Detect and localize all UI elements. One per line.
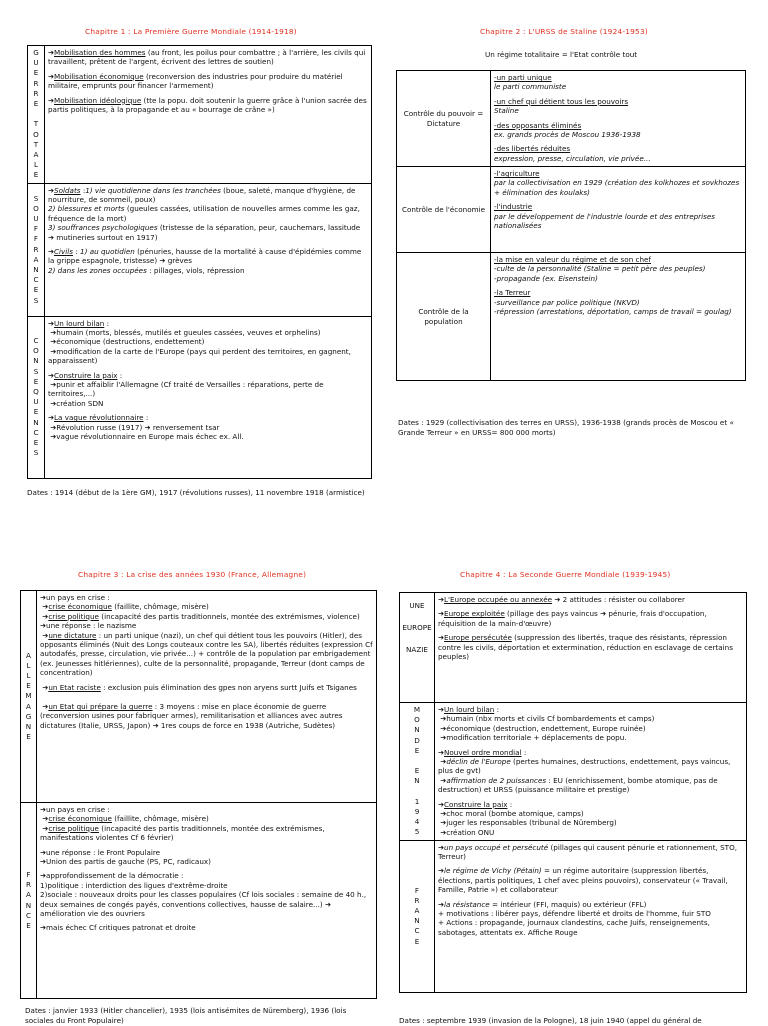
label-letter: O (33, 346, 39, 356)
ch4-europe-nazie-content (435, 593, 747, 703)
label-letter: A (26, 701, 31, 711)
civils-1b: (pénuries, hausse de la mortalité à cause d'épidémies comme la grippe espagnole, tristesse) ➔ grèves (48, 247, 362, 266)
label-letter: U (33, 213, 39, 223)
europe-text: ➔ 2 attitudes : résister ou collaborer (552, 595, 685, 604)
label-letter: U (33, 397, 39, 407)
europe-item: ➔L'Europe occupée ou annexée ➔ 2 attitudes : résister ou collaborer (438, 595, 685, 604)
ch1-guerre-totale-label (28, 46, 45, 184)
label-letter: E (26, 681, 31, 691)
label-letter: U (33, 58, 39, 68)
ch3-dates: Dates : janvier 1933 (Hitler chancelier), 1935 (lois antisémites de Nüremberg), 1936 (lois sociales du Front Populaire) (25, 1006, 347, 1025)
label-letter: 5 (414, 827, 420, 837)
crise-item: ➔crise économique (faillite, chômage, misère) (40, 602, 209, 612)
ch1-consequences-content: ➔Un lourd bilan : ➔humain (morts, blessés, mutilés et gueules cassées, veuves et orphelins) ➔économique (destructions, endettement) ➔modification de la carte de l'Europe (pays qui perdent des territoires, en gagnent, apparaissent) ➔Construire la paix : ➔punir et affaiblir l'Allemagne (Cf traité de Versailles : réparations, perte de territoires,...) ➔création SDN ➔La vague révolutionnaire : ➔Révolution russe (1917) ➔ renversement tsar ➔vague révolutionnaire en Europe mais échec ex. All. (45, 316, 372, 478)
ch3-france-content (37, 803, 377, 999)
label-letter: N (25, 900, 32, 910)
ch1-souffrances-label (28, 183, 45, 316)
label-letter: L (33, 160, 38, 170)
label-letter: A (33, 150, 39, 160)
label-letter: O (414, 715, 420, 725)
list-item: ➔création SDN (48, 398, 104, 408)
europe-text: (suppression des libertés, traque des résistants, répression contre les civils, déportation et extermination, réduction en esclavage de certains peuples) (438, 633, 733, 662)
label-letter: T (33, 139, 39, 149)
ch4-europe-nazie-label (400, 593, 435, 703)
mobilisation-item: ➔Mobilisation économique (reconversion des industries pour produire du matériel militaire, emprunts pour financer l'armement) (48, 71, 343, 91)
label-letter: A (26, 890, 31, 900)
ordre-2b: : EU (enrichissement, bombe atomique, pas de destruction) et URSS (puissance militaire et prestige) (438, 775, 718, 795)
list-item: ➔vague révolutionnaire en Europe mais échec ex. All. (48, 432, 244, 442)
c4fr-p1b: (pillages qui causent pénurie et rationnement, STO, Terreur) (438, 842, 738, 862)
soldats-2: 2) blessures et morts (48, 204, 125, 214)
all-dictature: une dictature (48, 630, 97, 640)
fr-union: ➔Union des partis de gauche (PS, PC, radicaux) (40, 857, 211, 867)
label-letter: 9 (414, 807, 420, 817)
ch2-subtitle: Un régime totalitaire = l'Etat contrôle tout (485, 50, 638, 59)
monde-ordre: Nouvel ordre mondial (444, 747, 522, 757)
ch4-france-label (400, 840, 435, 992)
label-letter: E (414, 936, 420, 946)
label-letter: N (25, 722, 32, 731)
label-letter: L (26, 670, 31, 680)
all-raciste: un Etat raciste (48, 682, 101, 692)
ch2-row-content (491, 71, 746, 167)
soldats-heading: Soldats (54, 185, 81, 195)
civils-1: 1) au quotidien (80, 247, 135, 257)
label-letter: T (33, 119, 39, 129)
all-guerre-text: : 3 moyens : mise en place économie de guerre (reconversion usines pour fabriquer armes), remilitarisation et alliances avec autres dictatures (Italie, URSS, Japon) ➔ 1res coups de force en 1938 (Autriche, Sudètes) (40, 702, 343, 730)
mobilisation-text: (au front, les poilus pour combattre ; à l'arrière, les civils qui travaillent, prêtent de l'argent, écrivent des lettres de soutien) (48, 48, 366, 67)
label-letter: O (33, 129, 39, 139)
crise-text: (faillite, chômage, misère) (111, 814, 209, 824)
europe-item: ➔Europe exploitée (pillage des pays vaincus ➔ pénurie, frais d'occupation, réquisition de la main-d'œuvre) (438, 609, 707, 628)
europe-heading: Europe exploitée (444, 609, 505, 619)
mobilisation-heading: Mobilisation économique (54, 71, 144, 81)
label-letter: G (33, 48, 39, 57)
europe-heading: Europe persécutée (444, 633, 512, 643)
ch2-item-text: -propagande (ex. Eisenstein) (494, 273, 598, 283)
label-letter (401, 756, 433, 766)
mobilisation-heading: Mobilisation des hommes (54, 48, 146, 57)
label-letter: R (33, 244, 39, 254)
list-item: ➔punir et affaiblir l'Allemagne (Cf traité de Versailles : réparations, perte de territoires,...) (48, 380, 324, 399)
label-letter: E (33, 99, 39, 109)
ch2-title: Chapitre 2 : L'URSS de Staline (1924-1953) (480, 27, 648, 36)
label-letter: F (26, 869, 31, 879)
fr-crise: ➔un pays en crise : (40, 805, 110, 814)
fr-appro-2: 2)sociale : nouveaux droits pour les classes populaires (Cf lois sociales : semaine de 40 h., deux semaines de congés payés, conventions collectives, hausse de salaire...) ➔ amélioration vie des ouvriers (40, 890, 367, 919)
fr-reponse: ➔une réponse : le Front Populaire (40, 847, 161, 857)
civils-2: 2) dans les zones occupées (48, 265, 147, 275)
fr-echec: ➔mais échec Cf critiques patronat et droite (40, 923, 196, 933)
ch2-item-heading: -la mise en valeur du régime et de son chef (494, 255, 651, 264)
label-letter: E (33, 376, 39, 386)
label-letter: 4 (414, 817, 420, 827)
ch2-item-heading: -des opposants éliminés (494, 120, 582, 130)
ordre-1: déclin de l'Europe (446, 757, 511, 767)
label-letter: S (33, 295, 39, 305)
label-letter: E (33, 285, 39, 295)
list-item: ➔juger les responsables (tribunal de Nüremberg) (438, 818, 617, 828)
label-letter: C (25, 910, 32, 920)
label-letter: C (33, 275, 39, 285)
civils-2b: : pillages, viols, répression (146, 265, 245, 275)
crise-type: crise économique (48, 814, 112, 824)
mobilisation-item: ➔Mobilisation idéologique (tte la popu. doit soutenir la guerre grâce à l'union sacrée des partis politiques, à la propagande et au « bourrage de crâne ») (48, 95, 367, 115)
label-letter: N (33, 417, 39, 427)
c4fr-p2: ➔le régime de Vichy (Pétain) (438, 866, 542, 876)
c4fr-p1: ➔un pays occupé et persécuté (438, 842, 549, 852)
label-letter: N (414, 725, 420, 735)
label-letter: N (414, 916, 420, 926)
all-crise: ➔un pays en crise : (40, 593, 110, 602)
list-item: ➔économique (destructions, endettement) (48, 337, 205, 347)
c4fr-p2b: = un régime autoritaire (suppression libertés, élections, partis politiques, 1 chef avec pleins pouvoirs), conservateur (« Travail, Famille, Patrie ») et collaborateur (438, 866, 728, 895)
all-reponse: ➔une réponse : le nazisme (40, 621, 137, 631)
c4fr-p3: ➔la résistance (438, 899, 490, 909)
ch2-row-label: Contrôle de la population (397, 253, 491, 381)
label-letter: E (26, 732, 31, 742)
label-letter: E (33, 170, 39, 180)
bilan-heading: Un lourd bilan (54, 318, 105, 328)
list-item: ➔humain (morts, blessés, mutilés et gueules cassées, veuves et orphelins) (48, 328, 321, 338)
ch2-item-text: -surveillance par police politique (NKVD) (494, 297, 640, 307)
label-letter: S (33, 448, 39, 458)
list-item: ➔économique (destruction, endettement, Europe ruinée) (438, 723, 646, 733)
label-letter: EUROPE (402, 623, 432, 632)
label-letter: M (25, 691, 32, 701)
label-letter: N (414, 776, 420, 786)
ch2-item-text: par le développement de l'industrie lourde et des entreprises nationalisées (494, 211, 716, 231)
ordre-2: affirmation de 2 puissances (446, 775, 547, 785)
ch2-item-text: Staline (494, 106, 519, 116)
ch1-dates: Dates : 1914 (début de la 1ère GM), 1917 (révolutions russes), 11 novembre 1918 (armistice) (27, 488, 365, 497)
list-item: ➔modification territoriale + déplacements de popu. (438, 733, 627, 743)
ch4-table (399, 592, 747, 993)
ch1-consequences-label (28, 316, 45, 478)
ch3-allemagne-label (21, 591, 37, 803)
label-letter: C (33, 427, 39, 437)
ch2-item-text: expression, presse, circulation, vie privée... (494, 153, 651, 163)
c4fr-p4: + motivations : libérer pays, défendre liberté et droits de l'homme, fuir STO (438, 909, 711, 919)
crise-item: ➔crise économique (faillite, chômage, misère) (40, 814, 209, 824)
label-letter: R (414, 895, 420, 905)
ch4-title: Chapitre 4 : La Seconde Guerre Mondiale (1939-1945) (460, 570, 671, 579)
mobilisation-text: (reconversion des industries pour produire du matériel militaire, emprunts pour financer l'armement) (48, 71, 343, 91)
ch2-item-heading: -un parti unique (494, 73, 552, 82)
ch1-souffrances-content: ➔Soldats :1) vie quotidienne dans les tranchées (boue, saleté, manque d'hygiène, de nourriture, de sommeil, poux) 2) blessures et morts (gueules cassées, utilisation de nouvelles armes comme les gaz, fréquence de la mort) 3) souffrances psychologiques (tristesse de la séparation, peur, cauchemars, lassitude ➔ mutineries surtout en 1917) ➔Civils : 1) au quotidien (pénuries, hausse de la mortalité à cause d'épidémies comme la grippe espagnole, tristesse) ➔ grèves 2) dans les zones occupées : pillages, viols, répression (45, 183, 372, 316)
monde-bilan: Un lourd bilan (444, 705, 495, 714)
ch4-monde-label (400, 703, 435, 841)
label-letter: A (414, 905, 420, 915)
label-letter: Q (33, 386, 39, 396)
label-letter: M (413, 705, 421, 714)
ch3-table (20, 590, 377, 999)
label-letter: N (33, 264, 39, 274)
label-letter: E (33, 68, 39, 78)
label-letter: R (33, 88, 39, 98)
c4fr-p5: + Actions : propagande, journaux clandestins, cache Juifs, renseignements, sabotages, attentats ex. Affiche Rouge (438, 918, 710, 937)
label-letter: F (414, 885, 420, 895)
europe-heading: L'Europe occupée ou annexée (444, 595, 553, 604)
crise-type: crise politique (48, 611, 99, 621)
paix-heading: Construire la paix (54, 370, 118, 380)
ch2-item-text: -culte de la personnalité (Staline = petit père des peuples) (494, 264, 706, 274)
ch1-table (27, 45, 372, 479)
mobilisation-text: (tte la popu. doit soutenir la guerre grâce à l'union sacrée des partis politiques, à la propagande et au « bourrage de crâne ») (48, 95, 367, 115)
crise-text: (incapacité des partis traditionnels, montée des extrémismes, violence) (98, 611, 360, 621)
ch3-france-label (21, 803, 37, 999)
label-letter: E (414, 766, 420, 776)
ch2-row-content (491, 253, 746, 381)
label-letter: E (414, 745, 420, 755)
ch2-table (396, 70, 746, 381)
soldats-3: 3) souffrances psychologiques (48, 223, 158, 233)
ch2-dates: Dates : 1929 (collectivisation des terres en URSS), 1936-1938 (grands procès de Moscou et « Grande Terreur » en URSS= 800 000 morts) (398, 418, 734, 437)
ch2-item-heading: -des libertés réduites (494, 144, 571, 154)
ch2-item-heading: -l'agriculture (494, 169, 540, 178)
label-letter: O (33, 203, 39, 213)
europe-text: (pillage des pays vaincus ➔ pénurie, frais d'occupation, réquisition de la main-d'œuvre) (438, 609, 707, 628)
ordre-1b: (pertes humaines, destructions, endettement, pays vaincus, plus de gvt) (438, 757, 731, 776)
fr-appro-1: 1)politique : interdiction des ligues d'extrême-droite (40, 880, 228, 890)
label-letter: E (33, 407, 39, 417)
label-letter: S (33, 366, 39, 376)
label-letter: L (26, 660, 31, 670)
ch2-item-heading: -l'industrie (494, 202, 533, 212)
soldats-3b: (tristesse de la séparation, peur, cauchemars, lassitude ➔ mutineries surtout en 1917) (48, 223, 361, 242)
label-letter: N (33, 356, 39, 366)
crise-text: (faillite, chômage, misère) (111, 602, 209, 612)
crise-type: crise économique (48, 602, 112, 612)
label-letter: F (33, 234, 39, 244)
list-item: ➔création ONU (438, 827, 495, 837)
all-guerre: un Etat qui prépare la guerre (48, 702, 153, 712)
vague-heading: La vague révolutionnaire (54, 413, 144, 423)
label-letter: R (33, 78, 39, 88)
label-letter: G (25, 711, 32, 721)
ch2-item-text: le parti communiste (494, 82, 567, 92)
europe-item: ➔Europe persécutée (suppression des libertés, traque des résistants, répression contre les civils, déportation et extermination, réduction en esclavage de certains peuples) (438, 633, 733, 662)
ch1-title: Chapitre 1 : La Première Guerre Mondiale (1914-1918) (85, 27, 297, 36)
soldats-1b: (boue, saleté, manque d'hygiène, de nourriture, de sommeil, poux) (48, 185, 356, 205)
fr-appro: ➔approfondissement de la démocratie : (40, 871, 184, 881)
all-raciste-text: : exclusion puis élimination des gpes non aryens surtt Juifs et Tsiganes (100, 682, 357, 692)
label-letter: A (33, 254, 39, 264)
ch2-item-heading: -la Terreur (494, 288, 531, 298)
label-letter: C (414, 926, 420, 936)
label-letter: NAZIE (406, 645, 428, 654)
list-item: ➔choc moral (bombe atomique, camps) (438, 809, 584, 819)
label-letter: D (414, 735, 420, 745)
label-letter (401, 787, 433, 797)
ch1-guerre-totale-content (45, 46, 372, 184)
label-letter: C (33, 335, 39, 345)
ch2-row-label: Contrôle de l'économie (397, 167, 491, 253)
ch3-title: Chapitre 3 : La crise des années 1930 (France, Allemagne) (78, 570, 307, 579)
mobilisation-item: ➔Mobilisation des hommes (au front, les poilus pour combattre ; à l'arrière, les civils qui travaillent, prêtent de l'argent, écrivent des lettres de soutien) (48, 48, 366, 67)
list-item: ➔humain (nbx morts et civils Cf bombardements et camps) (438, 714, 655, 724)
ch4-france-content (435, 840, 747, 992)
ch2-row-content (491, 167, 746, 253)
crise-type: crise politique (48, 823, 99, 833)
crise-item: ➔crise politique (incapacité des partis traditionnels, montée des extrémismes, manifestations violentes Cf 6 février) (40, 823, 325, 843)
label-letter: UNE (409, 601, 425, 610)
ch2-row-label: Contrôle du pouvoir = Dictature (397, 71, 491, 167)
soldats-2b: (gueules cassées, utilisation de nouvelles armes comme les gaz, fréquence de la mort) (48, 204, 360, 223)
label-letter: 1 (414, 796, 420, 806)
mobilisation-heading: Mobilisation idéologique (54, 95, 142, 105)
label-letter: A (26, 650, 31, 660)
label-letter: E (33, 437, 39, 447)
label-letter: S (33, 193, 39, 203)
label-letter (29, 109, 43, 119)
ch2-item-text: -répression (arrestations, déportation, camps de travail = goulag) (494, 307, 732, 317)
ch4-monde-content: ➔Un lourd bilan : ➔humain (nbx morts et civils Cf bombardements et camps) ➔économique (destruction, endettement, Europe ruinée) ➔modification territoriale + déplacements de popu. ➔Nouvel ordre mondial : ➔déclin de l'Europe (pertes humaines, destructions, endettement, pays vaincus, plus de gvt) ➔affirmation de 2 puissances : EU (enrichissement, bombe atomique, pas de destruction) et URSS (puissance militaire et prestige) ➔Construire la paix : ➔choc moral (bombe atomique, camps) ➔juger les responsables (tribunal de Nüremberg) ➔création ONU (435, 703, 747, 841)
monde-paix: Construire la paix (444, 799, 508, 809)
label-letter: E (26, 920, 31, 930)
crise-item: ➔crise politique (incapacité des partis traditionnels, montée des extrémismes, violence) (40, 611, 360, 621)
list-item: ➔Révolution russe (1917) ➔ renversement tsar (48, 422, 220, 432)
ch2-item-text: ex. grands procès de Moscou 1936-1938 (494, 130, 641, 140)
ch2-item-text: par la collectivisation en 1929 (création des kolkhozes et sovkhozes + élimination des koulaks) (494, 178, 740, 197)
ch3-allemagne-content: ➔un pays en crise : ➔crise économique (faillite, chômage, misère) ➔crise politique (incapacité des partis traditionnels, montée des extrémismes, violence) ➔une réponse : le nazisme ➔une dictature : un parti unique (nazi), un chef qui détient tous les pouvoirs (Hitler), des opposants éliminés (Nuit des Longs couteaux contre les SA), libertés réduites (expression Cf autodafés, presse, circulation, vie privée...) + contrôle de la population par embrigadement (ex. Jeunesses hitlériennes), culte de la personnalité, propagande, Terreur (dont camps de concentration) ➔un Etat raciste : exclusion puis élimination des gpes non aryens surtt Juifs et Tsiganes ➔un Etat qui prépare la guerre : 3 moyens : mise en place économie de guerre (reconversion usines pour fabriquer armes), remilitarisation et alliances avec autres dictatures (Italie, URSS, Japon) ➔ 1res coups de force en 1938 (Autriche, Sudètes) (37, 591, 377, 803)
ch4-dates: Dates : septembre 1939 (invasion de la Pologne), 18 juin 1940 (appel du général de (399, 1016, 702, 1025)
crise-text: (incapacité des partis traditionnels, montée des extrémismes, manifestations violentes Cf 6 février) (40, 823, 325, 843)
label-letter: R (26, 880, 31, 890)
ch2-item-heading: -un chef qui détient tous les pouvoirs (494, 96, 629, 106)
all-dictature-text: : un parti unique (nazi), un chef qui détient tous les pouvoirs (Hitler), des opposants éliminés (Nuit des Longs couteaux contre les SA), libertés réduites (expression Cf autodafés, presse, circulation, vie privée...) + contrôle de la population par embrigadement (ex. Jeunesses hitlériennes), culte de la personnalité, propagande, Terreur (dont camps de concentration) (40, 630, 373, 678)
list-item: ➔modification de la carte de l'Europe (pays qui perdent des territoires, en gagnent, apparaissent) (48, 346, 351, 366)
soldats-1: 1) vie quotidienne dans les tranchées (85, 185, 221, 195)
label-letter: F (33, 224, 39, 234)
c4fr-p3b: = intérieur (FFI, maquis) ou extérieur (FFL) (489, 899, 647, 909)
civils-heading: Civils (54, 247, 74, 257)
